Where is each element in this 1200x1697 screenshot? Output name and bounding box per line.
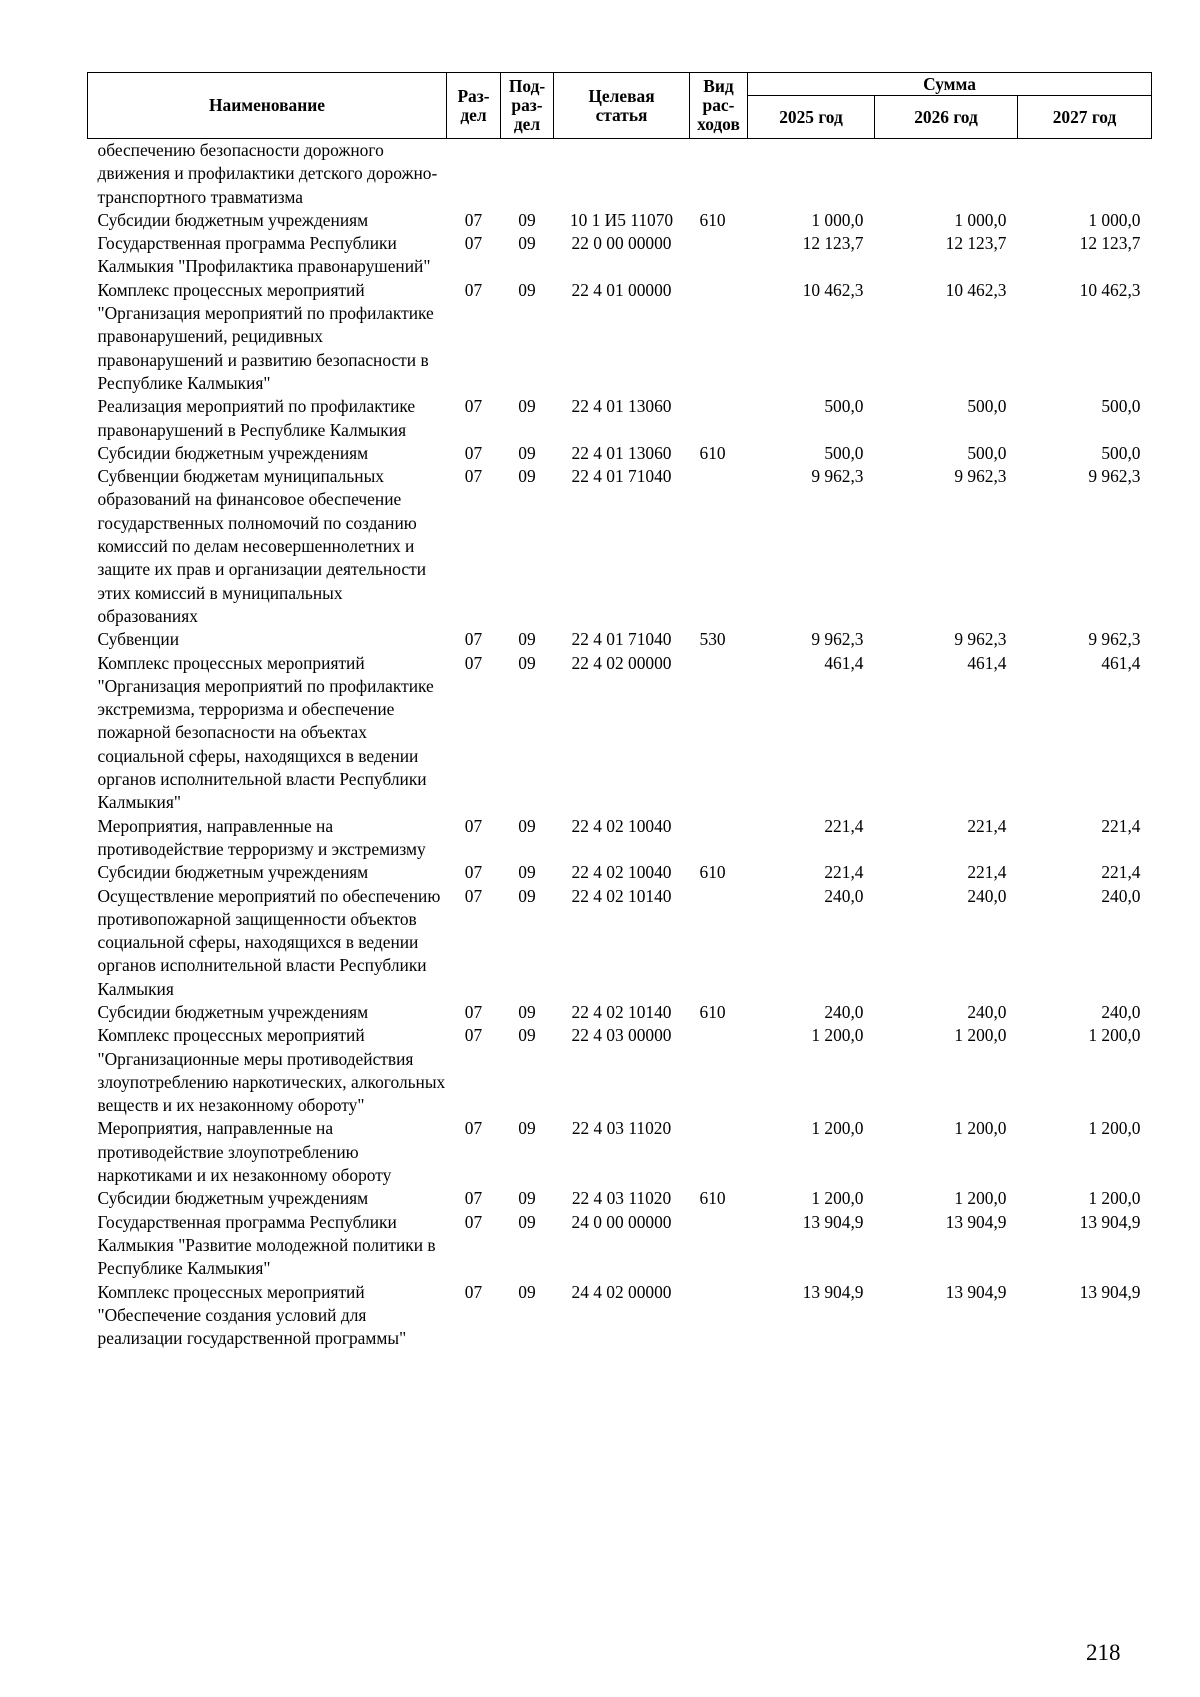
row-amount-2025: 221,4 [824, 815, 864, 836]
row-amount-2026: 1 000,0 [954, 209, 1007, 230]
row-name: Комплекс процессных мероприятий "Организация мероприятий по профилактике экстремизма, терроризма и обеспечение пожарной безопасности на объектах социальной сферы, находящихся в ведении органов исполнительной власти Республики Калмыкия" [97, 652, 434, 813]
col-2027-header: 2027 год [1018, 96, 1152, 139]
row-amount-2027: 10 462,3 [1079, 279, 1141, 300]
row-amount-2026: 9 962,3 [954, 629, 1007, 650]
row-razdel: 07 [464, 862, 483, 883]
row-amount-2026: 1 200,0 [954, 1188, 1007, 1209]
row-amount-2026: 461,4 [967, 652, 1007, 673]
table-row [88, 652, 1152, 815]
row-name: Субсидии бюджетным учреждениям [97, 209, 369, 230]
row-razdel: 07 [464, 815, 483, 836]
row-name: Мероприятия, направленные на противодействие злоупотреблению наркотиками и их незаконному обороту [97, 1118, 392, 1186]
row-amount-2026: 500,0 [967, 396, 1007, 417]
row-amount-2026: 9 962,3 [954, 466, 1007, 487]
page-number: 218 [1086, 1640, 1121, 1665]
row-podrazdel: 09 [518, 466, 536, 487]
row-tselevaya: 24 0 00 00000 [571, 1211, 672, 1232]
row-name: Субвенции бюджетам муниципальных образований на финансовое обеспечение государственных полномочий по созданию комиссий по делам несовершеннолетних и защите их прав и организации деятельности этих комиссий в муниципальных образованиях [97, 466, 427, 626]
row-amount-2025: 1 200,0 [811, 1188, 864, 1209]
row-podrazdel: 09 [518, 396, 536, 417]
row-vid [690, 465, 748, 628]
row-podrazdel: 09 [518, 629, 536, 650]
col-summa-header: Сумма [748, 73, 1152, 96]
row-amount-2026: 13 904,9 [945, 1211, 1007, 1232]
table-row [88, 209, 1152, 232]
row-vid [690, 395, 748, 442]
row-name: Комплекс процессных мероприятий "Организационные меры противодействия злоупотреблению наркотических, алкогольных веществ и их незаконному обороту" [97, 1025, 446, 1116]
row-razdel: 07 [464, 1188, 483, 1209]
row-vid [690, 1024, 748, 1117]
row-podrazdel: 09 [518, 652, 536, 673]
row-name: Субсидии бюджетным учреждениям [97, 1001, 369, 1022]
row-amount-2025: 240,0 [824, 1001, 864, 1022]
row-amount-2027: 9 962,3 [1088, 629, 1141, 650]
col-podrazdel-header [501, 73, 554, 139]
table-row [88, 628, 1152, 651]
row-amount-2026: 1 200,0 [954, 1118, 1007, 1139]
row-podrazdel: 09 [518, 885, 536, 906]
table-row [88, 442, 1152, 465]
row-amount-2025: 461,4 [824, 652, 864, 673]
row-razdel: 07 [464, 652, 483, 673]
row-amount-2027: 13 904,9 [1079, 1281, 1141, 1302]
row-name: Комплекс процессных мероприятий "Организация мероприятий по профилактике правонарушений, рецидивных правонарушений и развитию безопасности в Республике Калмыкия" [97, 279, 434, 393]
row-vid [690, 1281, 748, 1351]
row-name: Субсидии бюджетным учреждениям [97, 442, 369, 463]
row-razdel: 07 [464, 442, 483, 463]
row-podrazdel [501, 139, 554, 209]
row-amount-2027: 500,0 [1101, 396, 1141, 417]
row-vid [690, 139, 748, 209]
row-vid [690, 232, 748, 279]
row-amount-2027: 461,4 [1101, 652, 1141, 673]
row-vid: 610 [699, 1001, 726, 1022]
table-row [88, 1024, 1152, 1117]
row-tselevaya: 22 4 03 00000 [571, 1025, 672, 1046]
col-podrazdel-label: Под- раз- дел [508, 76, 546, 134]
row-amount-2026: 12 123,7 [945, 233, 1007, 254]
col-2025-header: 2025 год [748, 96, 875, 139]
row-amount-2026 [875, 139, 1018, 209]
row-razdel: 07 [464, 885, 483, 906]
row-amount-2025 [748, 139, 875, 209]
row-razdel: 07 [464, 1001, 483, 1022]
table-row [88, 139, 1152, 209]
row-amount-2025: 9 962,3 [811, 466, 864, 487]
row-vid [690, 1211, 748, 1281]
row-tselevaya: 22 4 03 11020 [571, 1118, 672, 1139]
row-name: Государственная программа Республики Калмыкия "Профилактика правонарушений" [97, 233, 431, 277]
row-amount-2027: 221,4 [1101, 815, 1141, 836]
row-podrazdel: 09 [518, 233, 536, 254]
row-razdel: 07 [464, 233, 483, 254]
row-vid [690, 279, 748, 395]
col-tselevaya-label: Целевая статья [588, 85, 655, 125]
row-amount-2025: 1 000,0 [811, 209, 864, 230]
table-header [88, 73, 1152, 139]
row-amount-2027: 1 200,0 [1088, 1118, 1141, 1139]
row-tselevaya: 22 0 00 00000 [571, 233, 672, 254]
row-amount-2027: 1 000,0 [1088, 209, 1141, 230]
row-amount-2026: 1 200,0 [954, 1025, 1007, 1046]
row-amount-2025: 1 200,0 [811, 1118, 864, 1139]
row-amount-2026: 13 904,9 [945, 1281, 1007, 1302]
col-tselevaya-header [554, 73, 690, 139]
row-amount-2025: 9 962,3 [811, 629, 864, 650]
row-tselevaya: 24 4 02 00000 [571, 1281, 672, 1302]
row-razdel: 07 [464, 1025, 483, 1046]
col-razdel-header [447, 73, 501, 139]
row-vid: 530 [699, 629, 726, 650]
row-podrazdel: 09 [518, 1001, 536, 1022]
row-podrazdel: 09 [518, 1188, 536, 1209]
row-amount-2026: 221,4 [967, 815, 1007, 836]
row-razdel: 07 [464, 1211, 483, 1232]
row-name: Комплекс процессных мероприятий "Обеспечение создания условий для реализации государственной программы" [97, 1281, 407, 1349]
row-tselevaya: 22 4 02 10140 [571, 885, 672, 906]
row-podrazdel: 09 [518, 862, 536, 883]
row-podrazdel: 09 [518, 442, 536, 463]
table-row [88, 395, 1152, 442]
row-razdel: 07 [464, 209, 483, 230]
row-amount-2027: 240,0 [1101, 1001, 1141, 1022]
col-vid-header [690, 73, 748, 139]
row-tselevaya: 22 4 01 00000 [571, 279, 672, 300]
table-row [88, 465, 1152, 628]
row-vid: 610 [699, 862, 726, 883]
row-tselevaya: 22 4 02 10140 [571, 1001, 672, 1022]
row-name: Государственная программа Республики Калмыкия "Развитие молодежной политики в Республике Калмыкия" [97, 1211, 436, 1279]
row-amount-2025: 13 904,9 [802, 1281, 864, 1302]
row-amount-2027: 9 962,3 [1088, 466, 1141, 487]
row-amount-2025: 1 200,0 [811, 1025, 864, 1046]
row-amount-2025: 10 462,3 [802, 279, 864, 300]
row-amount-2025: 13 904,9 [802, 1211, 864, 1232]
row-podrazdel: 09 [518, 1118, 536, 1139]
row-amount-2025: 500,0 [824, 442, 864, 463]
row-tselevaya: 10 1 И5 11070 [569, 209, 674, 230]
table-row [88, 1117, 1152, 1187]
table-body [88, 139, 1152, 1351]
table-row [88, 1211, 1152, 1281]
row-amount-2026: 240,0 [967, 885, 1007, 906]
row-tselevaya: 22 4 02 00000 [571, 652, 672, 673]
table-row [88, 861, 1152, 884]
col-2026-header: 2026 год [875, 96, 1018, 139]
row-tselevaya: 22 4 03 11020 [571, 1188, 672, 1209]
row-name: обеспечению безопасности дорожного движения и профилактики детского дорожно-транспортного травматизма [97, 140, 438, 207]
row-razdel: 07 [464, 396, 483, 417]
row-name: Мероприятия, направленные на противодействие терроризму и экстремизму [97, 815, 426, 859]
row-amount-2026: 10 462,3 [945, 279, 1007, 300]
row-amount-2025: 221,4 [824, 862, 864, 883]
row-tselevaya: 22 4 02 10040 [571, 815, 672, 836]
table-row [88, 1001, 1152, 1024]
row-amount-2027: 500,0 [1101, 442, 1141, 463]
row-amount-2027: 1 200,0 [1088, 1188, 1141, 1209]
table-row [88, 1281, 1152, 1351]
row-tselevaya: 22 4 01 71040 [571, 629, 672, 650]
row-name: Осуществление мероприятий по обеспечению противопожарной защищенности объектов социальной сферы, находящихся в ведении органов исполнительной власти Республики Калмыкия [97, 885, 441, 999]
row-name: Субсидии бюджетным учреждениям [97, 862, 369, 883]
row-podrazdel: 09 [518, 279, 536, 300]
row-amount-2027 [1018, 139, 1152, 209]
budget-table [87, 72, 1152, 1350]
row-amount-2026: 500,0 [967, 442, 1007, 463]
row-vid [690, 885, 748, 1001]
table-row [88, 1187, 1152, 1210]
row-amount-2027: 12 123,7 [1079, 233, 1141, 254]
row-name: Субвенции [97, 629, 180, 650]
col-name-header: Наименование [88, 73, 447, 139]
col-vid-label: Вид рас- ходов [697, 76, 740, 134]
row-tselevaya: 22 4 01 13060 [571, 442, 672, 463]
table-row [88, 885, 1152, 1001]
row-razdel [447, 139, 501, 209]
row-amount-2026: 221,4 [967, 862, 1007, 883]
row-tselevaya: 22 4 02 10040 [571, 862, 672, 883]
row-vid: 610 [699, 442, 726, 463]
row-podrazdel: 09 [518, 209, 536, 230]
row-vid: 610 [699, 1188, 726, 1209]
row-amount-2026: 240,0 [967, 1001, 1007, 1022]
row-tselevaya: 22 4 01 71040 [571, 466, 672, 487]
row-amount-2025: 12 123,7 [802, 233, 864, 254]
row-amount-2025: 500,0 [824, 396, 864, 417]
row-tselevaya: 22 4 01 13060 [571, 396, 672, 417]
row-vid [690, 815, 748, 862]
row-vid [690, 652, 748, 815]
row-podrazdel: 09 [518, 1281, 536, 1302]
row-razdel: 07 [464, 1118, 483, 1139]
row-amount-2027: 240,0 [1101, 885, 1141, 906]
row-vid: 610 [699, 209, 726, 230]
col-razdel-label: Раз- дел [457, 85, 490, 125]
row-razdel: 07 [464, 1281, 483, 1302]
row-razdel: 07 [464, 466, 483, 487]
row-name: Реализация мероприятий по профилактике правонарушений в Республике Калмыкия [97, 396, 416, 440]
table-row [88, 279, 1152, 395]
table-row [88, 815, 1152, 862]
row-vid [690, 1117, 748, 1187]
row-razdel: 07 [464, 279, 483, 300]
row-tselevaya [554, 139, 690, 209]
row-amount-2027: 221,4 [1101, 862, 1141, 883]
row-podrazdel: 09 [518, 1211, 536, 1232]
row-amount-2027: 1 200,0 [1088, 1025, 1141, 1046]
row-amount-2027: 13 904,9 [1079, 1211, 1141, 1232]
table-row [88, 232, 1152, 279]
row-podrazdel: 09 [518, 815, 536, 836]
row-podrazdel: 09 [518, 1025, 536, 1046]
row-razdel: 07 [464, 629, 483, 650]
row-name: Субсидии бюджетным учреждениям [97, 1188, 369, 1209]
row-amount-2025: 240,0 [824, 885, 864, 906]
